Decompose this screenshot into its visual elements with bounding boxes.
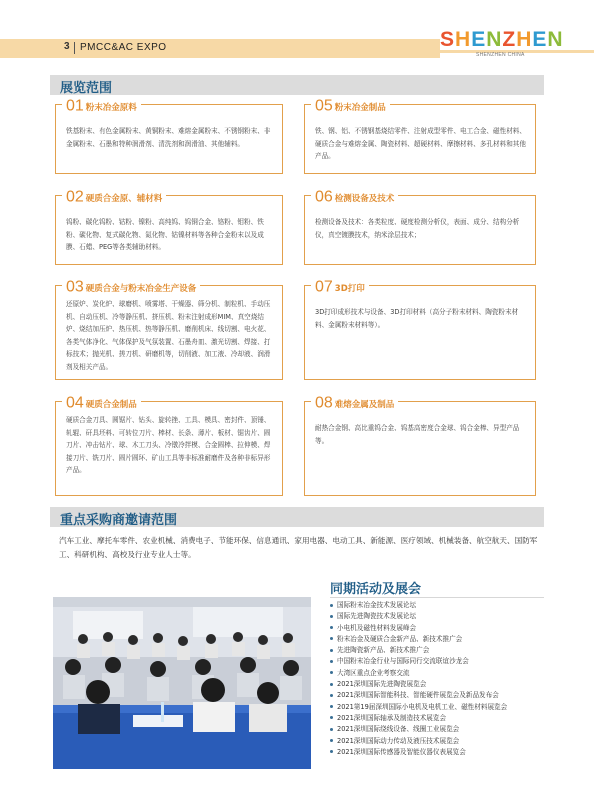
conference-photo [53, 597, 311, 769]
activity-label: 大湾区重点企业考察交流 [337, 668, 410, 677]
activities-underline [330, 597, 544, 598]
bullet-icon [330, 671, 333, 674]
city-letter: Z [502, 28, 517, 51]
invitation-title: 重点采购商邀请范围 [60, 513, 178, 528]
exhibit-text: 3D打印成形技术与设备、3D打印材料（高分子粉末材料、陶瓷粉末材料、金属粉末材料等）。 [315, 308, 519, 329]
exhibit-box-head [62, 277, 200, 297]
exhibit-name: 粉末冶金制品 [334, 102, 386, 113]
bullet-icon [330, 739, 333, 742]
exhibit-text: 检测设备及技术：各类粒度、硬度检测分析仪，表面、成分、结构分析仪，真空镀膜技术，纳米涂层技术； [315, 218, 520, 239]
activity-label: 2021第19届深圳国际小电机及电机工业、磁性材料展览会 [337, 702, 508, 711]
bullet-icon [330, 683, 333, 686]
activity-item [330, 747, 560, 758]
activity-item [330, 713, 560, 724]
exhibit-name: 粉末冶金原料 [85, 102, 137, 113]
bullet-icon [330, 728, 333, 731]
city-letter: H [516, 28, 533, 51]
exhibit-name: 硬质合金与粉末冶金生产设备 [85, 283, 197, 294]
activity-label: 2021深圳国际传感器及智能仪器仪表展览会 [337, 747, 466, 756]
exhibit-name: 难熔金属及制品 [334, 399, 395, 410]
exhibit-text: 铁基粉末、有色金属粉末、黄铜粉末、难熔金属粉末、不锈钢粉末、非金属粉末、石墨和特种润滑剂、清洗剂和润滑油、其他辅料。 [66, 127, 271, 148]
activity-item [330, 679, 560, 690]
exhibit-text: 铁、钢、铝、不锈钢基烧结零件、注射成型零件、电工合金、磁性材料、硬质合金与难熔金属、陶瓷材料、超硬材料、摩擦材料、多孔材料和其他产品。 [315, 127, 526, 161]
bullet-icon [330, 637, 333, 640]
activity-item [330, 656, 560, 667]
activity-label: 中国粉末冶金行业与国际同行交流联谊沙龙会 [337, 657, 469, 666]
activity-label: 先进陶瓷新产品、新技术推广会 [337, 646, 430, 655]
activity-item [330, 702, 560, 713]
exhibit-box-head [311, 187, 398, 207]
city-letter: S [440, 28, 456, 51]
conference-photo-illustration [53, 597, 311, 769]
exhibit-number: 08 [315, 394, 333, 412]
exhibits-title-bar [50, 75, 544, 95]
activity-label: 2021深圳国际动力传动及液压技术展览会 [337, 736, 460, 745]
activities-list [330, 600, 560, 758]
exhibit-number: 01 [66, 97, 84, 115]
activity-label: 国际先进陶瓷技术发展论坛 [337, 612, 417, 621]
activity-label: 2021深圳国际轴承及制造技术展览会 [337, 713, 447, 722]
exhibit-box-head [62, 187, 166, 207]
activity-item [330, 634, 560, 645]
bullet-icon [330, 649, 333, 652]
exhibit-number: 03 [66, 278, 84, 296]
exhibit-text: 钨粉、碳化钨粉、钴粉、镍粉、高纯钨、钨铜合金、铬粉、钼粉、铁粉、碳化物、复式碳化物、氮化物、钴镍材料等各种合金粉末以及成膜、石蜡、PEG等各类辅助材料。 [66, 218, 264, 252]
activity-item [330, 736, 560, 747]
page-number: 3 [64, 41, 70, 52]
exhibit-box-06 [304, 188, 536, 265]
exhibit-number: 05 [315, 97, 333, 115]
bullet-icon [330, 604, 333, 607]
exhibit-box-head [62, 393, 141, 413]
exhibit-box-05 [304, 97, 536, 174]
activity-label: 2021深圳国际先进陶瓷展览会 [337, 680, 427, 689]
exhibit-box-head [311, 393, 398, 413]
exhibit-text: 耐热合金钢、高比重钨合金、钨基高密度合金球、钨合金棒、异型产品等。 [315, 424, 520, 445]
activity-label: 小电机及磁性材料发展峰会 [337, 623, 417, 632]
bullet-icon [330, 660, 333, 663]
exhibit-box-03 [55, 278, 283, 380]
exhibit-number: 07 [315, 278, 333, 296]
city-letter: H [455, 28, 472, 51]
bullet-icon [330, 615, 333, 618]
exhibit-name: 硬质合金制品 [85, 399, 137, 410]
bullet-icon [330, 750, 333, 753]
exhibit-box-04 [55, 394, 283, 496]
activity-item [330, 645, 560, 656]
exhibit-number: 06 [315, 188, 333, 206]
activity-item [330, 623, 560, 634]
activity-item [330, 690, 560, 701]
exhibit-box-head [311, 96, 390, 116]
activity-item [330, 611, 560, 622]
exhibit-box-head [311, 277, 369, 297]
exhibit-text: 还原炉、炭化炉、球磨机、喷雾塔、干燥器、筛分机、制粒机、手动压机、自动压机、冷等静压机、挤压机、粉末注射成形MIM、真空烧结炉、烧结加压炉、热压机、热等静压机、磨削机床、线切割、电火花、各类气体净化、气体保护及气氛装置、石墨舟皿、激光切割、焊接、打标技术；抛光机、搓刀机、研磨机等，切削液、加工液、冷却液、润滑剂及相关产品。 [66, 300, 271, 371]
exhibits-title: 展览范围 [60, 81, 113, 96]
header-separator [74, 42, 75, 54]
city-letter: E [471, 28, 487, 51]
exhibit-box-07 [304, 278, 536, 380]
invitation-text: 汽车工业、摩托车零件、农业机械、消费电子、节能环保、信息通讯、家用电器、电动工具、新能源、医疗领域、机械装备、航空航天、国防军工、科研机构、高校及行业专业人士等。 [59, 536, 538, 559]
exhibit-box-head [62, 96, 141, 116]
exhibit-number: 04 [66, 394, 84, 412]
activity-item [330, 724, 560, 735]
exhibit-name: 检测设备及技术 [334, 193, 395, 204]
exhibit-text: 硬质合金刀具、圆锯片、钻头、旋转挫、工具、模具、密封件、顶锤、轧辊、矸具坯料、可转位刀片、棒材、长条、薄片、板材、锯齿片、圆刀片、冲击钻片、球、木工刀头、冷镦冷拌模、合金圆棒、拉伸模、焊接刀片、铣刀片、圆片圆环、矿山工具等非标准耐磨件及各种非标异形产品。 [66, 416, 271, 475]
activities-title: 同期活动及展会 [330, 582, 422, 597]
exhibit-name: 3D打印 [334, 283, 365, 294]
bullet-icon [330, 626, 333, 629]
city-letter: N [486, 28, 503, 51]
expo-title: PMCC&AC EXPO [80, 42, 167, 53]
activity-item [330, 600, 560, 611]
exhibit-box-02 [55, 188, 283, 265]
city-logo [440, 28, 564, 52]
exhibit-box-08 [304, 394, 536, 496]
bullet-icon [330, 705, 333, 708]
exhibit-box-01 [55, 97, 283, 174]
city-subtitle: SHENZHEN CHINA [476, 52, 525, 58]
activity-label: 粉末冶金及硬质合金新产品、新技术推广会 [337, 634, 463, 643]
exhibit-name: 硬质合金原、辅材料 [85, 193, 163, 204]
bullet-icon [330, 694, 333, 697]
city-letter: N [547, 28, 564, 51]
activity-label: 2021深圳国际智能科技、智能硬件展览会及新品发布会 [337, 691, 499, 700]
city-letter: E [532, 28, 548, 51]
activity-label: 国际粉末冶金技术发展论坛 [337, 601, 417, 609]
activity-item [330, 668, 560, 679]
exhibit-number: 02 [66, 188, 84, 206]
bullet-icon [330, 716, 333, 719]
activity-label: 2021深圳国际绕线设备、线圈工业展览会 [337, 725, 460, 734]
